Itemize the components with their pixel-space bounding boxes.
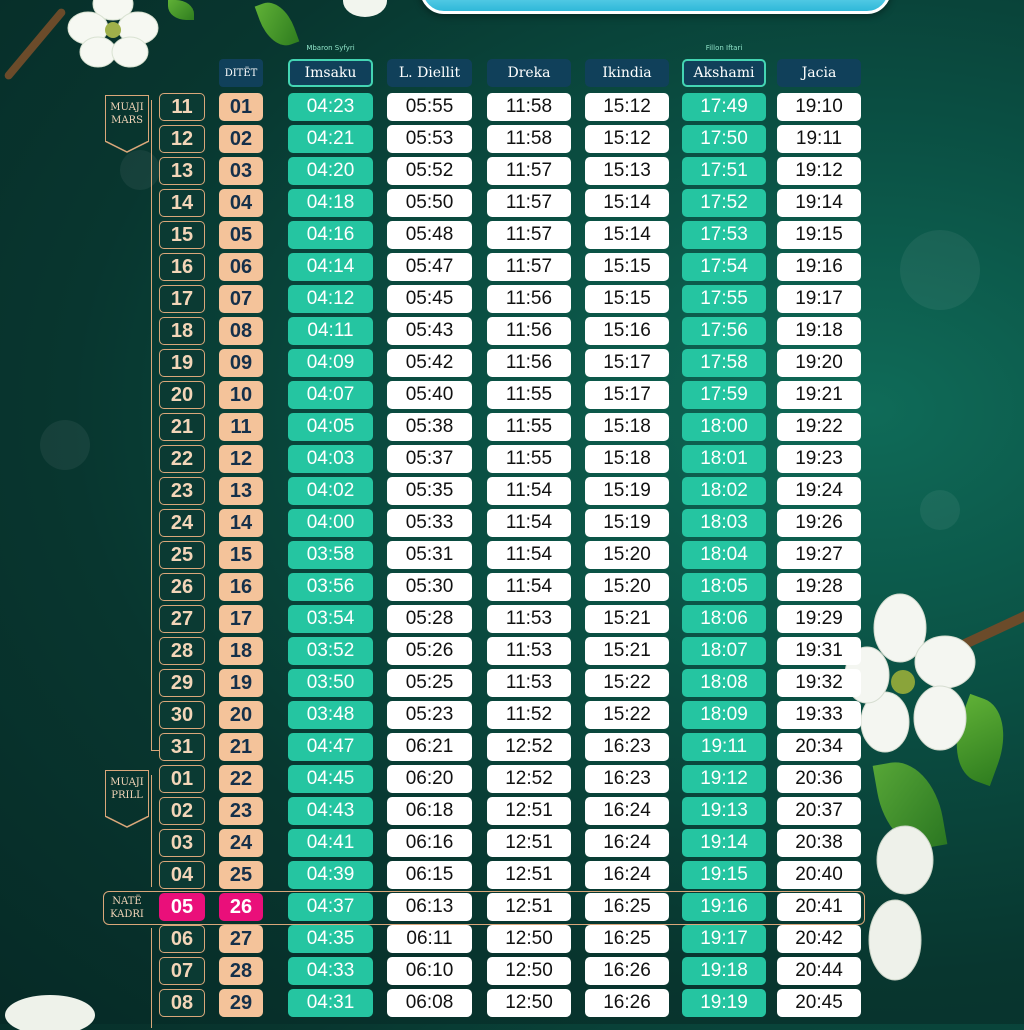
sunrise-time: 05:47 bbox=[387, 253, 472, 281]
ramadan-day: 19 bbox=[219, 669, 263, 697]
ikindia-time: 16:25 bbox=[585, 893, 669, 921]
akshami-time: 17:53 bbox=[682, 221, 766, 249]
akshami-time: 17:59 bbox=[682, 381, 766, 409]
table-row bbox=[0, 93, 1024, 121]
dreka-time: 11:53 bbox=[487, 637, 571, 665]
imsak-time: 03:52 bbox=[288, 637, 373, 665]
imsak-time: 04:03 bbox=[288, 445, 373, 473]
imsak-time: 03:48 bbox=[288, 701, 373, 729]
jacia-time: 19:24 bbox=[777, 477, 861, 505]
calendar-date: 03 bbox=[159, 829, 205, 857]
calendar-date: 12 bbox=[159, 125, 205, 153]
jacia-time: 19:31 bbox=[777, 637, 861, 665]
sunrise-time: 06:15 bbox=[387, 861, 472, 889]
ramadan-day: 11 bbox=[219, 413, 263, 441]
jacia-time: 20:36 bbox=[777, 765, 861, 793]
ramadan-day: 09 bbox=[219, 349, 263, 377]
ramadan-day: 13 bbox=[219, 477, 263, 505]
akshami-time: 18:00 bbox=[682, 413, 766, 441]
sunrise-time: 05:37 bbox=[387, 445, 472, 473]
dreka-time: 12:50 bbox=[487, 957, 571, 985]
imsak-time: 04:16 bbox=[288, 221, 373, 249]
table-row bbox=[0, 797, 1024, 825]
jacia-time: 20:37 bbox=[777, 797, 861, 825]
ikindia-time: 16:24 bbox=[585, 829, 669, 857]
ikindia-time: 15:18 bbox=[585, 445, 669, 473]
sunrise-time: 06:08 bbox=[387, 989, 472, 1017]
ikindia-time: 15:19 bbox=[585, 477, 669, 505]
ramadan-day: 23 bbox=[219, 797, 263, 825]
akshami-time: 18:01 bbox=[682, 445, 766, 473]
ramadan-day: 10 bbox=[219, 381, 263, 409]
dreka-time: 11:58 bbox=[487, 125, 571, 153]
header-dreka: Dreka bbox=[487, 59, 571, 87]
dreka-time: 11:57 bbox=[487, 157, 571, 185]
jacia-time: 19:20 bbox=[777, 349, 861, 377]
table-row bbox=[0, 157, 1024, 185]
akshami-time: 17:52 bbox=[682, 189, 766, 217]
ikindia-time: 15:14 bbox=[585, 221, 669, 249]
sunrise-time: 05:43 bbox=[387, 317, 472, 345]
jacia-time: 19:11 bbox=[777, 125, 861, 153]
jacia-time: 19:16 bbox=[777, 253, 861, 281]
header-ikindia: Ikindia bbox=[585, 59, 669, 87]
table-row bbox=[0, 445, 1024, 473]
akshami-time: 19:16 bbox=[682, 893, 766, 921]
jacia-time: 20:40 bbox=[777, 861, 861, 889]
table-row bbox=[0, 189, 1024, 217]
dreka-time: 12:52 bbox=[487, 765, 571, 793]
ikindia-time: 15:22 bbox=[585, 669, 669, 697]
calendar-date: 27 bbox=[159, 605, 205, 633]
calendar-date: 13 bbox=[159, 157, 205, 185]
dreka-time: 11:54 bbox=[487, 477, 571, 505]
dreka-time: 11:55 bbox=[487, 445, 571, 473]
table-row bbox=[0, 285, 1024, 313]
akshami-time: 17:56 bbox=[682, 317, 766, 345]
sunrise-time: 06:20 bbox=[387, 765, 472, 793]
table-row bbox=[0, 893, 1024, 921]
calendar-date: 23 bbox=[159, 477, 205, 505]
jacia-time: 19:18 bbox=[777, 317, 861, 345]
akshami-time: 18:06 bbox=[682, 605, 766, 633]
imsak-time: 04:20 bbox=[288, 157, 373, 185]
ikindia-time: 15:20 bbox=[585, 541, 669, 569]
dreka-time: 12:51 bbox=[487, 861, 571, 889]
jacia-time: 19:29 bbox=[777, 605, 861, 633]
ikindia-time: 15:15 bbox=[585, 253, 669, 281]
dreka-time: 12:51 bbox=[487, 829, 571, 857]
ikindia-time: 16:24 bbox=[585, 797, 669, 825]
table-row bbox=[0, 861, 1024, 889]
ikindia-time: 15:14 bbox=[585, 189, 669, 217]
sunrise-time: 05:35 bbox=[387, 477, 472, 505]
ikindia-time: 16:23 bbox=[585, 733, 669, 761]
ramadan-day: 05 bbox=[219, 221, 263, 249]
sunrise-time: 05:33 bbox=[387, 509, 472, 537]
calendar-date: 31 bbox=[159, 733, 205, 761]
table-row bbox=[0, 541, 1024, 569]
table-row bbox=[0, 381, 1024, 409]
dreka-time: 12:51 bbox=[487, 893, 571, 921]
apple-blossom-icon bbox=[58, 0, 168, 70]
sunrise-time: 06:21 bbox=[387, 733, 472, 761]
ramadan-day: 22 bbox=[219, 765, 263, 793]
sunrise-time: 05:45 bbox=[387, 285, 472, 313]
ikindia-time: 15:15 bbox=[585, 285, 669, 313]
ikindia-time: 15:19 bbox=[585, 509, 669, 537]
akshami-time: 19:11 bbox=[682, 733, 766, 761]
jacia-time: 20:38 bbox=[777, 829, 861, 857]
table-row bbox=[0, 509, 1024, 537]
calendar-date: 19 bbox=[159, 349, 205, 377]
imsak-time: 03:54 bbox=[288, 605, 373, 633]
kadr-line2: KADRI bbox=[110, 909, 144, 920]
calendar-date: 06 bbox=[159, 925, 205, 953]
ikindia-time: 15:21 bbox=[585, 605, 669, 633]
jacia-time: 19:32 bbox=[777, 669, 861, 697]
imsak-time: 04:31 bbox=[288, 989, 373, 1017]
imsak-time: 04:18 bbox=[288, 189, 373, 217]
jacia-time: 19:12 bbox=[777, 157, 861, 185]
imsak-time: 04:12 bbox=[288, 285, 373, 313]
sunrise-time: 06:18 bbox=[387, 797, 472, 825]
imsak-time: 04:45 bbox=[288, 765, 373, 793]
jacia-time: 19:26 bbox=[777, 509, 861, 537]
ikindia-time: 15:12 bbox=[585, 125, 669, 153]
imsak-time: 04:41 bbox=[288, 829, 373, 857]
ikindia-time: 15:13 bbox=[585, 157, 669, 185]
calendar-date: 08 bbox=[159, 989, 205, 1017]
table-row bbox=[0, 573, 1024, 601]
dreka-time: 11:57 bbox=[487, 221, 571, 249]
akshami-time: 17:50 bbox=[682, 125, 766, 153]
ramadan-day: 06 bbox=[219, 253, 263, 281]
ramadan-day: 03 bbox=[219, 157, 263, 185]
imsak-time: 04:33 bbox=[288, 957, 373, 985]
table-row bbox=[0, 317, 1024, 345]
month-tag-line2: PRILL bbox=[111, 790, 143, 801]
table-row bbox=[0, 829, 1024, 857]
calendar-date: 15 bbox=[159, 221, 205, 249]
table-row bbox=[0, 477, 1024, 505]
month-tag-line1: MUAJI bbox=[110, 777, 144, 788]
jacia-time: 20:42 bbox=[777, 925, 861, 953]
kadr-line1: NATË bbox=[112, 896, 142, 907]
calendar-date: 28 bbox=[159, 637, 205, 665]
ikindia-time: 16:24 bbox=[585, 861, 669, 889]
imsak-sublabel: Mbaron Syfyri bbox=[306, 44, 355, 52]
jacia-time: 19:27 bbox=[777, 541, 861, 569]
ikindia-time: 15:17 bbox=[585, 381, 669, 409]
dreka-time: 11:53 bbox=[487, 605, 571, 633]
table-row bbox=[0, 637, 1024, 665]
ramadan-day: 26 bbox=[219, 893, 263, 921]
jacia-time: 20:34 bbox=[777, 733, 861, 761]
ikindia-time: 16:25 bbox=[585, 925, 669, 953]
table-row bbox=[0, 989, 1024, 1017]
akshami-time: 19:15 bbox=[682, 861, 766, 889]
sunrise-time: 05:40 bbox=[387, 381, 472, 409]
ramadan-day: 16 bbox=[219, 573, 263, 601]
imsak-time: 04:39 bbox=[288, 861, 373, 889]
ramadan-day: 24 bbox=[219, 829, 263, 857]
month-tag-line2: MARS bbox=[111, 115, 143, 126]
akshami-time: 18:08 bbox=[682, 669, 766, 697]
calendar-date: 22 bbox=[159, 445, 205, 473]
sunrise-time: 05:50 bbox=[387, 189, 472, 217]
ikindia-time: 15:18 bbox=[585, 413, 669, 441]
dreka-time: 11:56 bbox=[487, 349, 571, 377]
calendar-date: 02 bbox=[159, 797, 205, 825]
table-row bbox=[0, 733, 1024, 761]
dreka-time: 11:57 bbox=[487, 189, 571, 217]
calendar-date: 18 bbox=[159, 317, 205, 345]
ramadan-day: 08 bbox=[219, 317, 263, 345]
akshami-time: 18:05 bbox=[682, 573, 766, 601]
table-row bbox=[0, 701, 1024, 729]
imsak-time: 03:56 bbox=[288, 573, 373, 601]
imsak-time: 04:02 bbox=[288, 477, 373, 505]
imsak-time: 04:37 bbox=[288, 893, 373, 921]
akshami-time: 19:12 bbox=[682, 765, 766, 793]
ikindia-time: 15:12 bbox=[585, 93, 669, 121]
akshami-time: 19:17 bbox=[682, 925, 766, 953]
sunrise-time: 06:16 bbox=[387, 829, 472, 857]
dreka-time: 11:54 bbox=[487, 541, 571, 569]
calendar-date: 14 bbox=[159, 189, 205, 217]
akshami-time: 19:18 bbox=[682, 957, 766, 985]
sunrise-time: 05:53 bbox=[387, 125, 472, 153]
akshami-time: 19:13 bbox=[682, 797, 766, 825]
akshami-time: 17:54 bbox=[682, 253, 766, 281]
akshami-time: 18:02 bbox=[682, 477, 766, 505]
dreka-time: 11:57 bbox=[487, 253, 571, 281]
calendar-date: 17 bbox=[159, 285, 205, 313]
header-jacia: Jacia bbox=[777, 59, 861, 87]
jacia-time: 20:44 bbox=[777, 957, 861, 985]
ikindia-time: 16:23 bbox=[585, 765, 669, 793]
sunrise-time: 06:13 bbox=[387, 893, 472, 921]
ramadan-day: 20 bbox=[219, 701, 263, 729]
table-row bbox=[0, 765, 1024, 793]
calendar-date: 05 bbox=[159, 893, 205, 921]
dreka-time: 11:56 bbox=[487, 285, 571, 313]
dreka-time: 11:58 bbox=[487, 93, 571, 121]
apple-blossom-icon bbox=[335, 0, 395, 25]
akshami-time: 18:07 bbox=[682, 637, 766, 665]
dreka-time: 12:52 bbox=[487, 733, 571, 761]
ramadan-day: 18 bbox=[219, 637, 263, 665]
calendar-date: 25 bbox=[159, 541, 205, 569]
ramadan-day: 29 bbox=[219, 989, 263, 1017]
header-lindja-diellit: L. Diellit bbox=[387, 59, 472, 87]
imsak-time: 04:07 bbox=[288, 381, 373, 409]
ramadan-day: 27 bbox=[219, 925, 263, 953]
ramadan-day: 15 bbox=[219, 541, 263, 569]
imsak-time: 04:23 bbox=[288, 93, 373, 121]
dreka-time: 12:51 bbox=[487, 797, 571, 825]
dreka-time: 11:52 bbox=[487, 701, 571, 729]
imsak-time: 04:14 bbox=[288, 253, 373, 281]
calendar-date: 21 bbox=[159, 413, 205, 441]
calendar-date: 20 bbox=[159, 381, 205, 409]
table-row bbox=[0, 605, 1024, 633]
ikindia-time: 15:16 bbox=[585, 317, 669, 345]
dreka-time: 12:50 bbox=[487, 989, 571, 1017]
ikindia-time: 16:26 bbox=[585, 957, 669, 985]
ikindia-time: 15:22 bbox=[585, 701, 669, 729]
days-header: DITËT bbox=[219, 59, 263, 87]
calendar-date: 29 bbox=[159, 669, 205, 697]
calendar-date: 01 bbox=[159, 765, 205, 793]
sunrise-time: 06:10 bbox=[387, 957, 472, 985]
akshami-sublabel: Fillon Iftari bbox=[705, 44, 743, 52]
month-tag-line1: MUAJI bbox=[110, 102, 144, 113]
ramadan-day: 12 bbox=[219, 445, 263, 473]
jacia-time: 20:45 bbox=[777, 989, 861, 1017]
calendar-date: 04 bbox=[159, 861, 205, 889]
calendar-date: 26 bbox=[159, 573, 205, 601]
dreka-time: 11:54 bbox=[487, 509, 571, 537]
table-row bbox=[0, 957, 1024, 985]
sunrise-time: 05:26 bbox=[387, 637, 472, 665]
imsak-time: 04:09 bbox=[288, 349, 373, 377]
akshami-time: 18:04 bbox=[682, 541, 766, 569]
sunrise-time: 05:52 bbox=[387, 157, 472, 185]
ramadan-day: 28 bbox=[219, 957, 263, 985]
jacia-time: 19:22 bbox=[777, 413, 861, 441]
leaf-decoration bbox=[168, 0, 194, 20]
jacia-time: 19:10 bbox=[777, 93, 861, 121]
imsak-time: 04:05 bbox=[288, 413, 373, 441]
akshami-time: 18:03 bbox=[682, 509, 766, 537]
jacia-time: 19:17 bbox=[777, 285, 861, 313]
jacia-time: 19:21 bbox=[777, 381, 861, 409]
ikindia-time: 15:17 bbox=[585, 349, 669, 377]
ramadan-day: 04 bbox=[219, 189, 263, 217]
ramadan-day: 07 bbox=[219, 285, 263, 313]
sunrise-time: 05:28 bbox=[387, 605, 472, 633]
dreka-time: 11:54 bbox=[487, 573, 571, 601]
table-row bbox=[0, 669, 1024, 697]
sunrise-time: 05:48 bbox=[387, 221, 472, 249]
jacia-time: 19:14 bbox=[777, 189, 861, 217]
imsak-time: 03:58 bbox=[288, 541, 373, 569]
table-row bbox=[0, 413, 1024, 441]
ikindia-time: 15:21 bbox=[585, 637, 669, 665]
akshami-time: 19:19 bbox=[682, 989, 766, 1017]
header-akshami: Akshami bbox=[682, 59, 766, 87]
sunrise-time: 05:23 bbox=[387, 701, 472, 729]
table-row bbox=[0, 221, 1024, 249]
ramadan-day: 21 bbox=[219, 733, 263, 761]
table-row bbox=[0, 253, 1024, 281]
calendar-date: 16 bbox=[159, 253, 205, 281]
ramadan-day: 25 bbox=[219, 861, 263, 889]
jacia-time: 20:41 bbox=[777, 893, 861, 921]
sunrise-time: 05:42 bbox=[387, 349, 472, 377]
dreka-time: 12:50 bbox=[487, 925, 571, 953]
sunrise-time: 06:11 bbox=[387, 925, 472, 953]
ikindia-time: 16:26 bbox=[585, 989, 669, 1017]
dreka-time: 11:56 bbox=[487, 317, 571, 345]
ramadan-day: 01 bbox=[219, 93, 263, 121]
sunrise-time: 05:38 bbox=[387, 413, 472, 441]
akshami-time: 19:14 bbox=[682, 829, 766, 857]
calendar-date: 24 bbox=[159, 509, 205, 537]
akshami-time: 18:09 bbox=[682, 701, 766, 729]
sunrise-time: 05:25 bbox=[387, 669, 472, 697]
imsak-time: 04:47 bbox=[288, 733, 373, 761]
akshami-time: 17:55 bbox=[682, 285, 766, 313]
header-imsaku: Imsaku bbox=[288, 59, 373, 87]
imsak-time: 04:43 bbox=[288, 797, 373, 825]
jacia-time: 19:33 bbox=[777, 701, 861, 729]
imsak-time: 04:21 bbox=[288, 125, 373, 153]
sunrise-time: 05:30 bbox=[387, 573, 472, 601]
ikindia-time: 15:20 bbox=[585, 573, 669, 601]
imsak-time: 04:00 bbox=[288, 509, 373, 537]
dreka-time: 11:55 bbox=[487, 413, 571, 441]
table-row bbox=[0, 125, 1024, 153]
title-logo-banner bbox=[420, 0, 891, 14]
calendar-date: 07 bbox=[159, 957, 205, 985]
imsak-time: 04:35 bbox=[288, 925, 373, 953]
ramadan-day: 02 bbox=[219, 125, 263, 153]
sunrise-time: 05:31 bbox=[387, 541, 472, 569]
imsak-time: 03:50 bbox=[288, 669, 373, 697]
dreka-time: 11:53 bbox=[487, 669, 571, 697]
dreka-time: 11:55 bbox=[487, 381, 571, 409]
sunrise-time: 05:55 bbox=[387, 93, 472, 121]
akshami-time: 17:51 bbox=[682, 157, 766, 185]
ramadan-day: 17 bbox=[219, 605, 263, 633]
calendar-date: 11 bbox=[159, 93, 205, 121]
akshami-time: 17:49 bbox=[682, 93, 766, 121]
ramadan-day: 14 bbox=[219, 509, 263, 537]
jacia-time: 19:23 bbox=[777, 445, 861, 473]
imsak-time: 04:11 bbox=[288, 317, 373, 345]
table-row bbox=[0, 925, 1024, 953]
jacia-time: 19:15 bbox=[777, 221, 861, 249]
jacia-time: 19:28 bbox=[777, 573, 861, 601]
calendar-date: 30 bbox=[159, 701, 205, 729]
akshami-time: 17:58 bbox=[682, 349, 766, 377]
table-row bbox=[0, 349, 1024, 377]
